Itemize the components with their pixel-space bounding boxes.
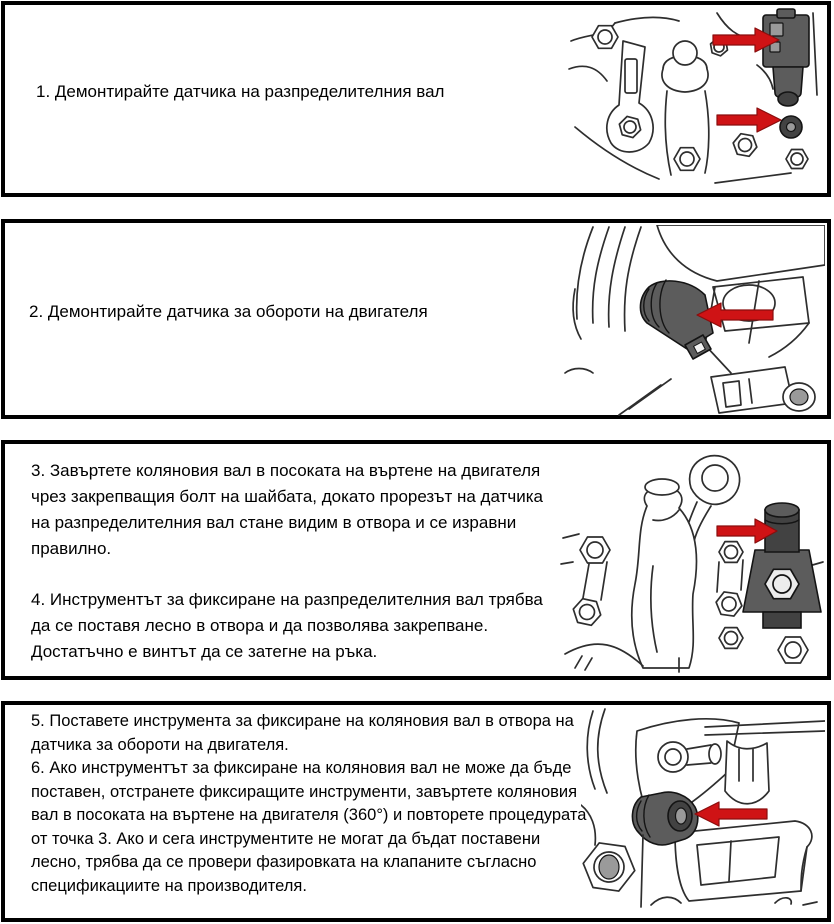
step-6-paragraph: 6. Ако инструментът за фиксиране на коляновия вал не може да бъде поставен, отстранете фиксиращите инструменти, завъртете коляновия вал в посоката на въртене на двигателя (360°) и повторете процедурата от точка 3. Ако и сега инструментите не могат да бъдат поставени лесно, трябва да се провери фазировката на клапаните съгласно спецификациите на производителя. <box>31 759 587 895</box>
steps-3-4-text <box>31 458 555 665</box>
step-2-paragraph: 2. Демонтирайте датчика за обороти на двигателя <box>29 302 428 321</box>
red-arrow-bolt <box>717 108 781 132</box>
step-panel-3-4 <box>1 440 831 680</box>
step-panel-5-6 <box>1 701 831 922</box>
step-3-paragraph: 3. Завъртете коляновия вал в посоката на въртене на двигателя чрез закрепващия болт на шайбата, докато прорезът на датчика на разпределителния вал стане видим в отвора и се изравни правилно. <box>31 461 543 558</box>
step-panel-1 <box>1 1 831 197</box>
crankshaft-locking-tool-illustration <box>581 707 825 916</box>
red-arrow-crankshaft-tool <box>695 802 767 826</box>
engine-line-art-3 <box>559 446 825 674</box>
step-5-paragraph: 5. Поставете инструмента за фиксиране на коляновия вал в отвора на датчика за обороти на двигателя. <box>31 712 574 754</box>
engine-line-art-1 <box>567 7 825 195</box>
steps-5-6-text <box>31 710 593 898</box>
step-2-text <box>29 299 549 325</box>
speed-sensor-shape <box>640 280 713 359</box>
step-panel-2 <box>1 219 831 419</box>
speed-sensor-illustration <box>563 225 825 417</box>
engine-line-art-4 <box>581 707 825 916</box>
camshaft-sensor-illustration <box>567 7 825 195</box>
step-1-paragraph: 1. Демонтирайте датчика на разпределителния вал <box>36 82 445 101</box>
camshaft-locking-tool-illustration <box>559 446 825 674</box>
step-1-text <box>36 79 541 105</box>
engine-line-art-2 <box>563 225 825 417</box>
step-4-paragraph: 4. Инструментът за фиксиране на разпределителния вал трябва да се поставя лесно в отвора и да позволява закрепване. Достатъчно е винтът да се затегне на ръка. <box>31 590 543 661</box>
